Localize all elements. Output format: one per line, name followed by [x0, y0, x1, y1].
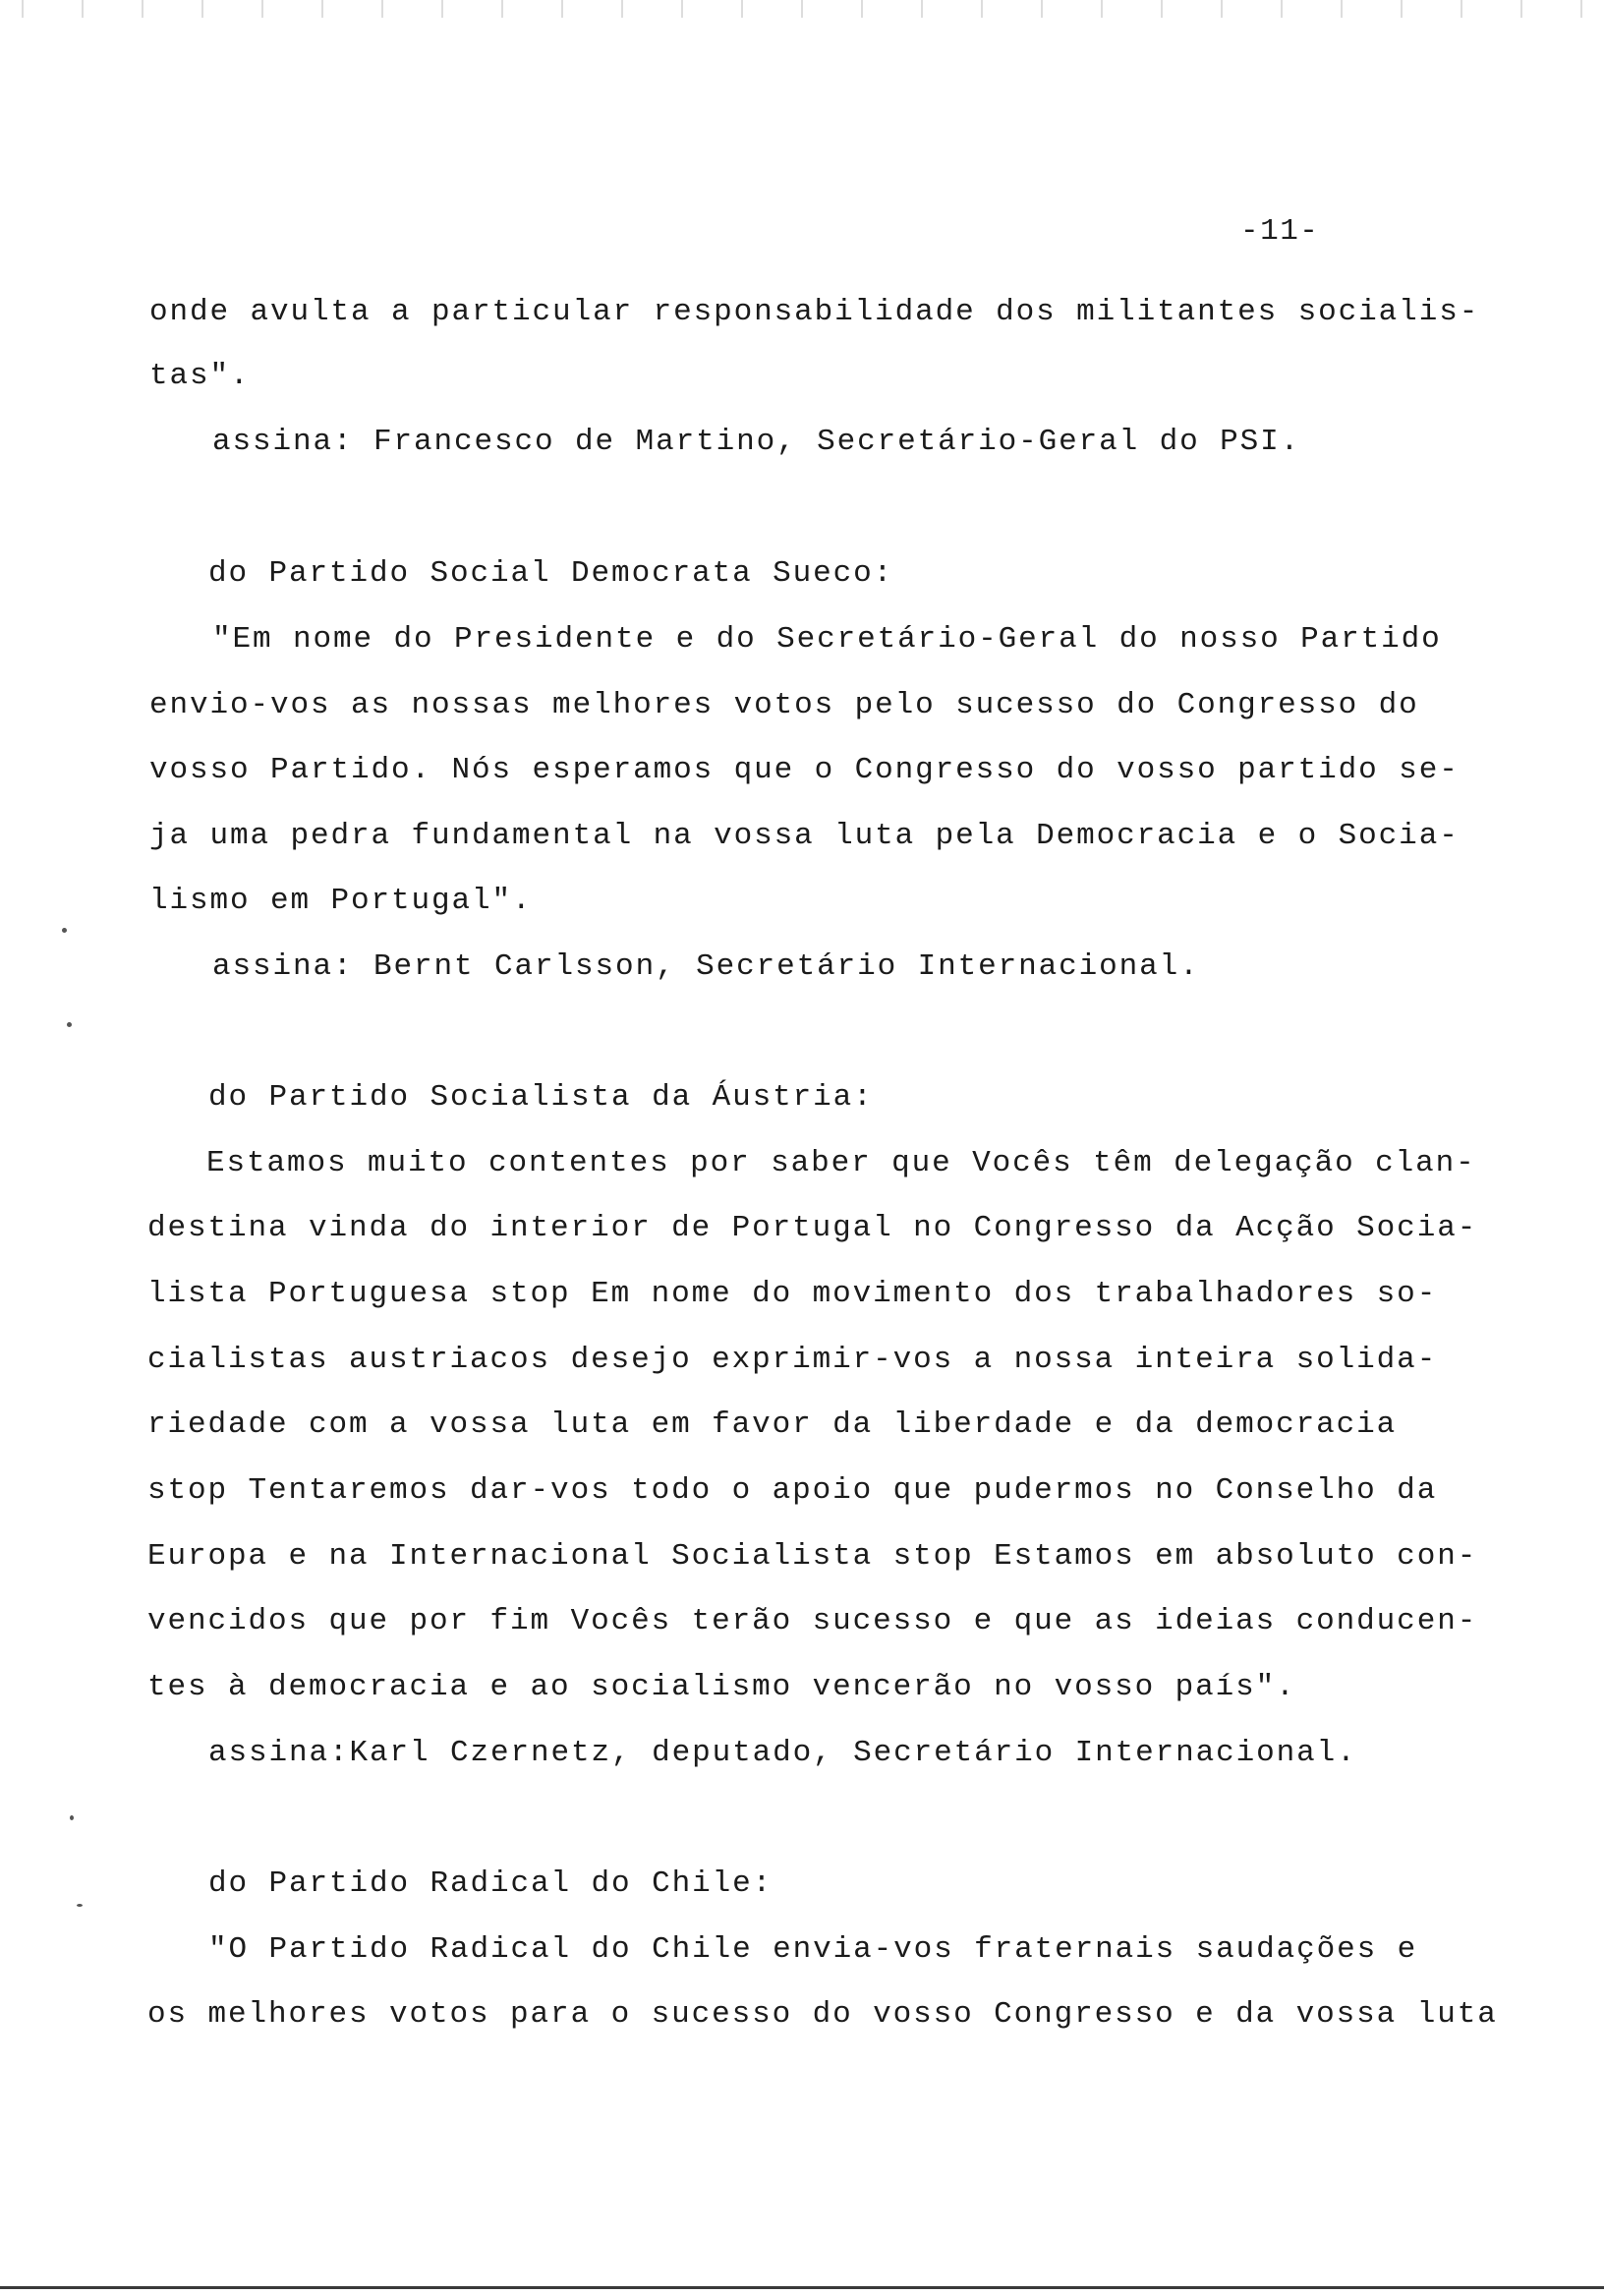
- text-line: tas".: [149, 359, 251, 393]
- bottom-edge-line: [0, 2286, 1604, 2289]
- text-line: onde avulta a particular responsabilidade dos militantes socialis-: [149, 295, 1480, 329]
- text-line: Europa e na Internacional Socialista stop Estamos em absoluto con-: [147, 1539, 1478, 1574]
- signature-line: assina: Francesco de Martino, Secretário-Geral do PSI.: [212, 425, 1301, 459]
- text-line: Estamos muito contentes por saber que Vocês têm delegação clan-: [206, 1146, 1476, 1180]
- scan-speck: [62, 928, 67, 933]
- page-number: -11-: [1240, 214, 1320, 249]
- section-heading: do Partido Radical do Chile:: [208, 1866, 773, 1901]
- text-line: "O Partido Radical do Chile envia-vos fraternais saudações e: [208, 1932, 1418, 1967]
- scan-speck: [77, 1904, 83, 1907]
- scan-top-edge: [0, 0, 1604, 18]
- text-line: "Em nome do Presidente e do Secretário-Geral do nosso Partido: [212, 622, 1442, 657]
- text-line: cialistas austriacos desejo exprimir-vos a nossa inteira solida-: [147, 1343, 1438, 1377]
- section-heading: do Partido Social Democrata Sueco:: [208, 556, 894, 591]
- text-line: lismo em Portugal".: [149, 884, 533, 918]
- text-line: os melhores votos para o sucesso do vosso Congresso e da vossa luta: [147, 1997, 1498, 2032]
- text-line: vencidos que por fim Vocês terão sucesso e que as ideias conducen-: [147, 1604, 1478, 1638]
- scan-speck: [70, 1815, 74, 1820]
- text-line: tes à democracia e ao socialismo vencerão no vosso país".: [147, 1670, 1296, 1704]
- scan-speck: [67, 1022, 72, 1027]
- signature-line: assina: Bernt Carlsson, Secretário Internacional.: [212, 949, 1200, 984]
- text-line: destina vinda do interior de Portugal no Congresso da Acção Socia-: [147, 1211, 1478, 1245]
- text-line: vosso Partido. Nós esperamos que o Congresso do vosso partido se-: [149, 753, 1460, 787]
- text-line: envio-vos as nossas melhores votos pelo sucesso do Congresso do: [149, 688, 1419, 722]
- text-line: lista Portuguesa stop Em nome do movimento dos trabalhadores so-: [147, 1277, 1438, 1311]
- text-line: ja uma pedra fundamental na vossa luta pela Democracia e o Socia-: [149, 819, 1460, 853]
- text-line: stop Tentaremos dar-vos todo o apoio que pudermos no Conselho da: [147, 1473, 1438, 1508]
- section-heading: do Partido Socialista da Áustria:: [208, 1080, 874, 1115]
- text-line: riedade com a vossa luta em favor da liberdade e da democracia: [147, 1407, 1398, 1442]
- signature-line: assina:Karl Czernetz, deputado, Secretário Internacional.: [208, 1736, 1357, 1770]
